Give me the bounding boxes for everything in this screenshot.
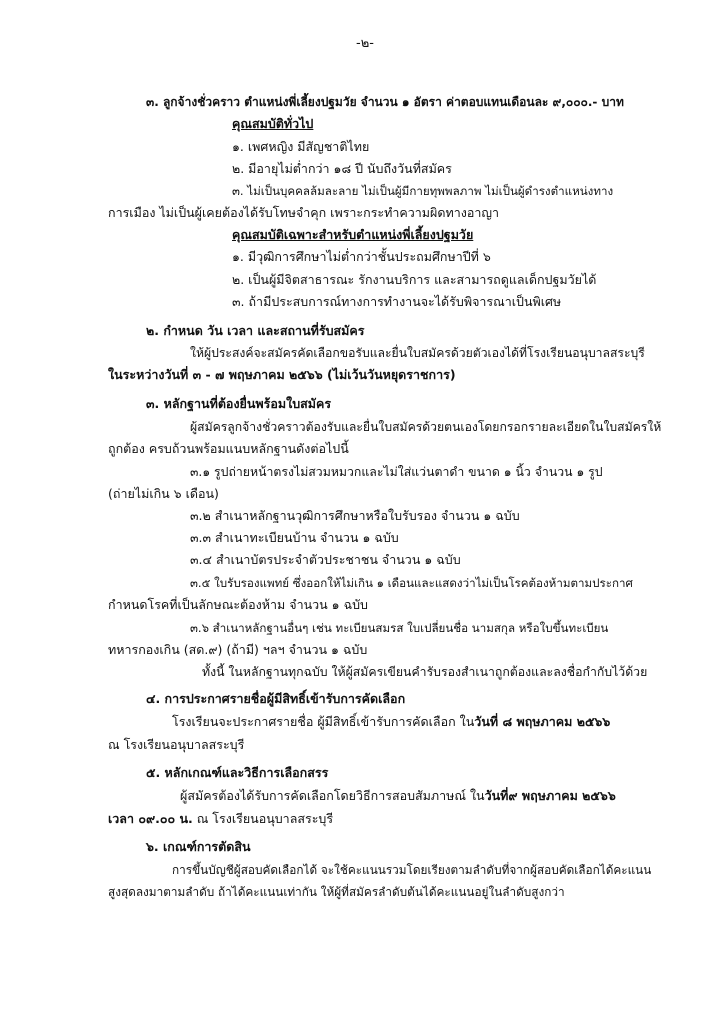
job-heading: ๓. ลูกจ้างชั่วคราว ตำแหน่งพี่เลี้ยงปฐมวัย จำนวน ๑ อัตรา ค่าตอบแทนเดือนละ ๙,๐๐๐.- บาท — [146, 95, 624, 109]
doc-3-1: ๓.๑ รูปถ่ายหน้าตรงไม่สวมหมวกและไม่ใส่แว่นตาดำ ขนาด ๑ นิ้ว จำนวน ๑ รูป — [190, 465, 603, 479]
general-item-3-cont: การเมือง ไม่เป็นผู้เคยต้องได้รับโทษจำคุก เพราะกระทำความผิดทางอาญา — [108, 205, 500, 220]
section-5-text: ผู้สมัครต้องได้รับการคัดเลือกโดยวิธีการสอบสัมภาษณ์ ใน — [180, 788, 485, 803]
section-4-line-1 — [172, 714, 610, 730]
doc-3-3: ๓.๓ สำเนาทะเบียนบ้าน จำนวน ๑ ฉบับ — [190, 530, 399, 545]
general-item-3: ๓. ไม่เป็นบุคคลล้มละลาย ไม่เป็นผู้มีกายทุพพลภาพ ไม่เป็นผู้ดำรงตำแหน่งทาง — [232, 184, 614, 198]
section-4-text: โรงเรียนจะประกาศรายชื่อ ผู้มีสิทธิ์เข้ารับการคัดเลือก ใน — [172, 714, 475, 729]
section-2-line-2: ในระหว่างวันที่ ๓ - ๗ พฤษภาคม ๒๕๖๖ (ไม่เว้นวันหยุดราชการ) — [108, 367, 456, 382]
section-5-line-1 — [180, 788, 616, 804]
general-item-1: ๑. เพศหญิง มีสัญชาติไทย — [232, 139, 370, 154]
specific-item-1: ๑. มีวุฒิการศึกษาไม่ต่ำกว่าชั้นประถมศึกษาปีที่ ๖ — [232, 249, 491, 264]
doc-3-6-cont: ทหารกองเกิน (สด.๙) (ถ้ามี) ฯลฯ จำนวน ๑ ฉบับ — [108, 642, 368, 657]
doc-3-1-cont: (ถ่ายไม่เกิน ๖ เดือน) — [108, 486, 219, 501]
doc-3-5-cont: กำหนดโรคที่เป็นลักษณะต้องห้าม จำนวน ๑ ฉบับ — [108, 597, 368, 612]
section-3-note: ทั้งนี้ ในหลักฐานทุกฉบับ ให้ผู้สมัครเขียนคำรับรองสำเนาถูกต้องและลงชื่อกำกับไว้ด้วย — [202, 665, 648, 679]
doc-3-2: ๓.๒ สำเนาหลักฐานวุฒิการศึกษาหรือใบรับรอง จำนวน ๑ ฉบับ — [190, 508, 520, 523]
section-5-time: เวลา ๐๙.๐๐ น. — [108, 811, 193, 826]
section-2-line-1: ให้ผู้ประสงค์จะสมัครคัดเลือกขอรับและยื่นใบสมัครด้วยตัวเองได้ที่โรงเรียนอนุบาลสระบุรี — [190, 346, 645, 360]
section-6-line-1: การขึ้นบัญชีผู้สอบคัดเลือกได้ จะใช้คะแนนรวมโดยเรียงตามลำดับที่จากผู้สอบคัดเลือกได้คะแนน — [172, 863, 652, 877]
section-5-place: ณ โรงเรียนอนุบาลสระบุรี — [192, 811, 334, 826]
section-2-heading: ๒. กำหนด วัน เวลา และสถานที่รับสมัคร — [146, 323, 365, 338]
general-item-2: ๒. มีอายุไม่ต่ำกว่า ๑๘ ปี นับถึงวันที่สมัคร — [232, 161, 452, 176]
doc-3-6: ๓.๖ สำเนาหลักฐานอื่นๆ เช่น ทะเบียนสมรส ใบเปลี่ยนชื่อ นามสกุล หรือใบขึ้นทะเบียน — [190, 621, 609, 635]
specific-qualifications-title: คุณสมบัติเฉพาะสำหรับตำแหน่งพี่เลี้ยงปฐมวัย — [232, 227, 474, 242]
doc-3-5: ๓.๕ ใบรับรองแพทย์ ซึ่งออกให้ไม่เกิน ๑ เดือนและแสดงว่าไม่เป็นโรคต้องห้ามตามประกาศ — [190, 576, 633, 590]
section-4-heading: ๔. การประกาศรายชื่อผู้มีสิทธิ์เข้ารับการคัดเลือก — [146, 691, 406, 706]
section-3-heading: ๓. หลักฐานที่ต้องยื่นพร้อมใบสมัคร — [146, 396, 332, 411]
section-3-intro-2: ถูกต้อง ครบถ้วนพร้อมแนบหลักฐานดังต่อไปนี้ — [108, 441, 349, 456]
section-4-line-2: ณ โรงเรียนอนุบาลสระบุรี — [108, 737, 245, 752]
section-3-intro-1: ผู้สมัครลูกจ้างชั่วคราวต้องรับและยื่นใบสมัครด้วยตนเองโดยกรอกรายละเอียดในใบสมัครให้ — [190, 420, 662, 434]
specific-item-2: ๒. เป็นผู้มีจิตสาธารณะ รักงานบริการ และสามารถดูแลเด็กปฐมวัยได้ — [232, 272, 597, 287]
general-qualifications-title: คุณสมบัติทั่วไป — [232, 116, 314, 131]
specific-item-3: ๓. ถ้ามีประสบการณ์ทางการทำงานจะได้รับพิจารณาเป็นพิเศษ — [232, 294, 562, 309]
page-number: -๒- — [356, 36, 374, 51]
section-5-heading: ๕. หลักเกณฑ์และวิธีการเลือกสรร — [146, 765, 329, 780]
section-6-heading: ๖. เกณฑ์การตัดสิน — [146, 839, 251, 854]
section-4-date: วันที่ ๘ พฤษภาคม ๒๕๖๖ — [474, 714, 611, 729]
doc-3-4: ๓.๔ สำเนาบัตรประจำตัวประชาชน จำนวน ๑ ฉบับ — [190, 552, 461, 567]
section-5-date: วันที่๙ พฤษภาคม ๒๕๖๖ — [484, 788, 616, 803]
section-5-line-2 — [108, 811, 333, 827]
section-6-line-2: สูงสุดลงมาตามลำดับ ถ้าได้คะแนนเท่ากัน ให้ผู้ที่สมัครลำดับต้นได้คะแนนอยู่ในลำดับสูงกว่า — [108, 885, 565, 899]
